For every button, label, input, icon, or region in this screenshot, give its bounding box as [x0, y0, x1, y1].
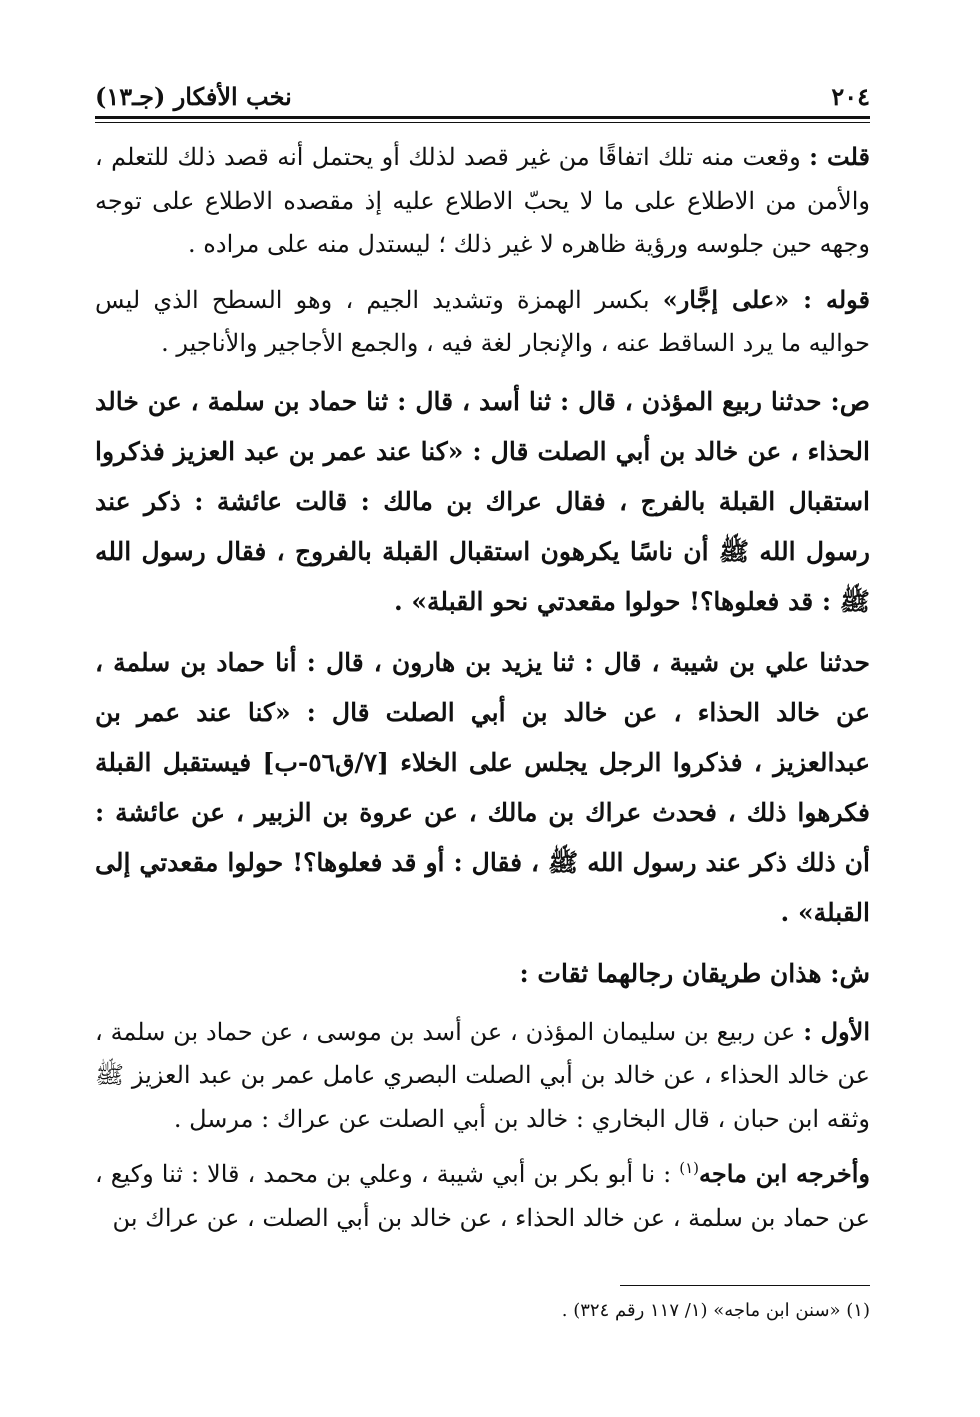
paragraph-commentary	[95, 1152, 870, 1240]
header-rule-thick	[95, 116, 870, 119]
paragraph-hadith	[95, 638, 870, 938]
footnote-marker: (١)	[679, 1159, 700, 1177]
main-text	[95, 135, 870, 1240]
paragraph-lead: ص:	[830, 386, 870, 416]
paragraph-commentary	[95, 278, 870, 366]
paragraph-text: هذان طريقان رجالهما ثقات :	[519, 958, 831, 988]
page-number: ٢٠٤	[831, 82, 870, 112]
paragraph-commentary	[95, 1010, 870, 1142]
paragraph-lead: وأخرجه ابن ماجه	[699, 1159, 870, 1188]
paragraph-text: بكسر الهمزة وتشديد الجيم ، وهو السطح الذي ليس حواليه ما يرد الساقط عنه ، والإنجار لغة فيه ، والجمع الأجاجير والأناجير .	[95, 285, 870, 357]
book-page	[95, 70, 870, 1390]
paragraph-lead: الأول :	[803, 1016, 870, 1046]
header-rule-thin	[95, 122, 870, 123]
paragraph-text: حدثنا علي بن شيبة ، قال : ثنا يزيد بن هارون ، قال : أنا حماد بن سلمة ، عن خالد الحذاء ، عن خالد بن أبي الصلت قال : «كنا عند عمر بن عبدالعزيز ، فذكروا الرجل يجلس على الخلاء [٧/ق٥٦-ب] فيستقبل القبلة فكرهوا ذلك ، فحدث عراك بن مالك ، عن عروة بن الزبير ، عن عائشة : أن ذلك ذكر عند رسول الله ﷺ ، فقال : أو قد فعلوها؟! حولوا مقعدتي إلى القبلة» .	[95, 647, 871, 927]
paragraph-text: حدثنا ربيع المؤذن ، قال : ثنا أسد ، قال : ثنا حماد بن سلمة ، عن خالد الحذاء ، عن خالد بن أبي الصلت قال : «كنا عند عمر بن عبد العزيز فذكروا استقبال القبلة بالفرج ، فقال عراك بن مالك : قالت عائشة : ذكر عند رسول الله ﷺ أن ناسًا يكرهون استقبال القبلة بالفروج ، فقال رسول الله ﷺ : قد فعلوها؟! حولوا مقعدتي نحو القبلة» .	[95, 386, 870, 616]
footnote-item: (١) «سنن ابن ماجه» (١/ ١١٧ رقم ٣٢٤) .	[561, 1300, 870, 1321]
paragraph-text: : نا أبو بكر بن أبي شيبة ، وعلي بن محمد ، قالا : ثنا وكيع ، عن حماد بن سلمة ، عن خالد الحذاء ، عن خالد بن أبي الصلت ، عن عراك بن	[95, 1160, 870, 1232]
paragraph-text: عن ربيع بن سليمان المؤذن ، عن أسد بن موسى ، عن حماد بن سلمة ، عن خالد الحذاء ، عن خالد بن أبي الصلت البصري عامل عمر بن عبد العزيز ﷺ وثقه ابن حبان ، قال البخاري : خالد بن أبي الصلت عن عراك : مرسل .	[95, 1017, 870, 1133]
book-title: نخب الأفكار (جـ١٣)	[95, 82, 292, 112]
paragraph-commentary	[95, 135, 870, 267]
running-header	[95, 70, 870, 112]
paragraph-hadith	[95, 949, 870, 999]
footnotes-area	[95, 1285, 870, 1326]
paragraph-lead: قلت :	[809, 142, 870, 171]
paragraph-text: وقعت منه تلك اتفاقًا من غير قصد لذلك أو يحتمل أنه قصد ذلك للتعلم ، والأمن من الاطلاع على ما لا يحبّ الاطلاع عليه إذ مقصده الاطلاع على توجه وجهه حين جلوسه ورؤية ظاهره لا غير ذلك ؛ ليستدل منه على مراده .	[95, 143, 870, 258]
paragraph-lead: ش:	[830, 958, 870, 988]
paragraph-lead: قوله : «على إجَّار»	[662, 284, 870, 314]
footnote-rule	[620, 1285, 870, 1286]
paragraph-hadith	[95, 377, 870, 627]
